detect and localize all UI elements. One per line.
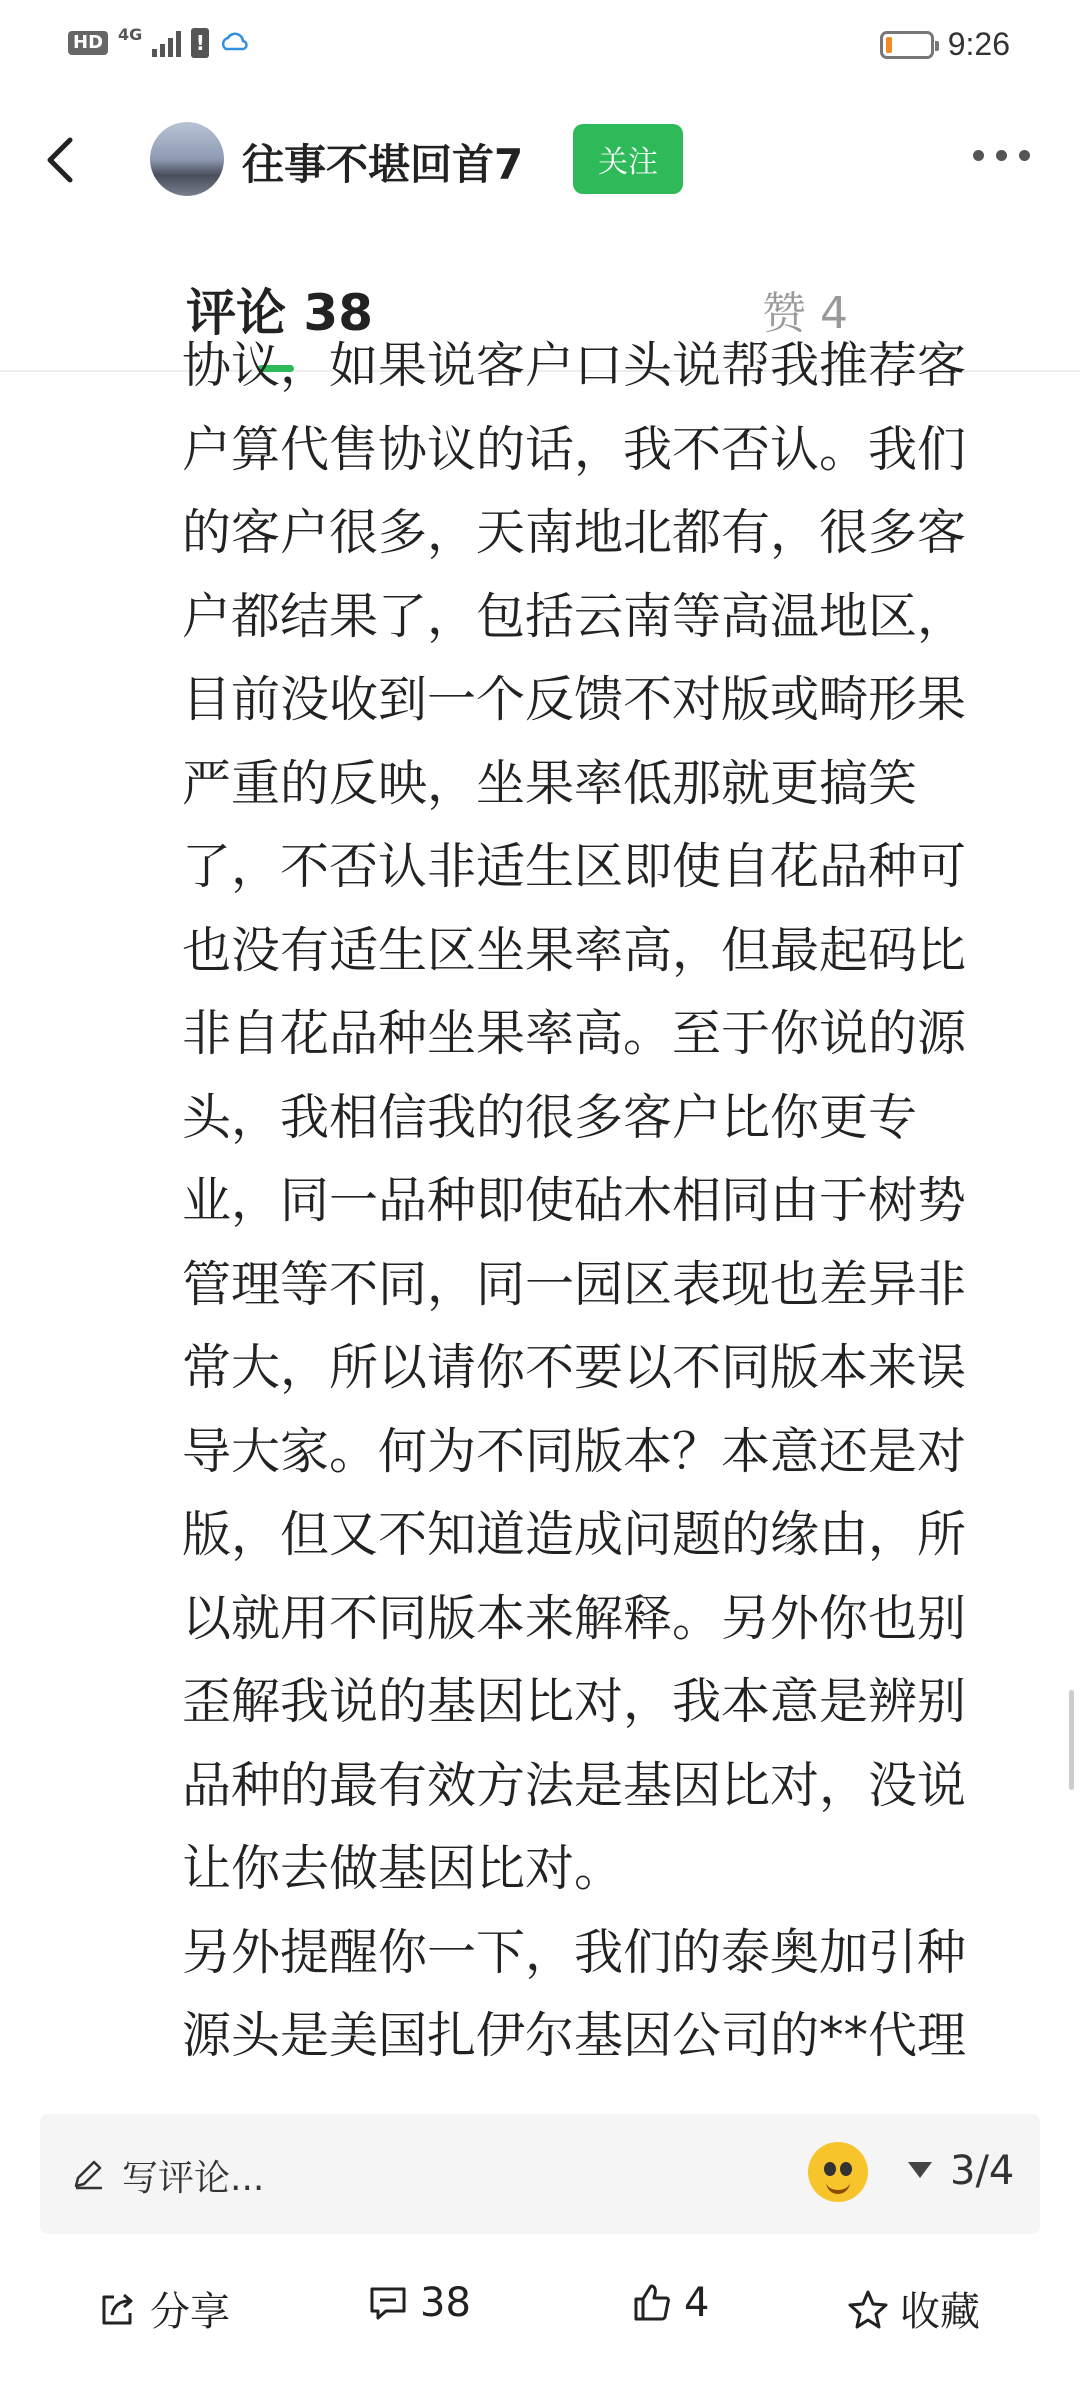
comment-input[interactable]: 写评论...	[122, 2158, 265, 2199]
avatar[interactable]	[150, 122, 224, 196]
clock: 9:26	[947, 26, 1010, 62]
comment-line: 户算代售协议的话，我不否认。我们	[182, 420, 967, 478]
comment-line: 以就用不同版本来解释。另外你也别	[182, 1589, 967, 1647]
comment-line: 非自花品种坐果率高。至于你说的源	[182, 1005, 967, 1062]
comment-line: 常大，所以请你不要以不同版本来误	[182, 1339, 967, 1396]
comment-line: 也没有适生区坐果率高，但最起码比	[182, 921, 967, 979]
like-button[interactable]	[630, 2280, 709, 2326]
comment-line: 户都结果了，包括云南等高温地区，	[182, 587, 967, 645]
comment-line: 让你去做基因比对。	[182, 1840, 624, 1897]
comment-input-bar[interactable]	[40, 2114, 1040, 2234]
comments-count: 38	[420, 2280, 471, 2326]
comment-line: 管理等不同，同一园区表现也差异非	[182, 1255, 967, 1313]
tab-likes[interactable]: 赞 4	[762, 288, 848, 339]
signal-icon	[152, 29, 181, 57]
comment-text	[182, 324, 1032, 2078]
comment-line: 严重的反映，坐果率低那就更搞笑	[182, 754, 918, 812]
more-options-icon[interactable]	[973, 150, 1030, 161]
network-type: 4G	[118, 25, 143, 44]
hd-indicator: HD	[68, 31, 108, 55]
thumbs-up-icon	[630, 2281, 674, 2325]
tab-comments[interactable]: 评论 38	[186, 284, 373, 342]
action-bar	[0, 2250, 1080, 2370]
username[interactable]: 往事不堪回首7	[242, 140, 524, 189]
scrollbar[interactable]	[1069, 1690, 1074, 1790]
likes-count: 4	[684, 2280, 710, 2326]
comments-button[interactable]	[366, 2280, 471, 2326]
star-icon	[846, 2287, 890, 2331]
back-arrow-icon[interactable]	[40, 130, 80, 190]
comment-line: 协议，如果说客户口头说帮我推荐客	[182, 337, 967, 394]
comment-line: 头，我相信我的很多客户比你更专	[182, 1088, 918, 1146]
emoji-icon[interactable]	[808, 2142, 868, 2202]
caret-down-icon[interactable]	[908, 2162, 932, 2178]
share-button[interactable]	[96, 2280, 230, 2337]
status-bar	[0, 0, 1080, 92]
comment-line: 另外提醒你一下，我们的泰奥加引种	[182, 1923, 967, 1981]
battery-icon	[880, 31, 934, 59]
pencil-icon	[70, 2156, 106, 2192]
share-label: 分享	[150, 2289, 230, 2335]
comment-line: 导大家。何为不同版本？本意还是对	[182, 1422, 967, 1480]
comment-line: 目前没收到一个反馈不对版或畸形果	[182, 671, 967, 728]
cloud-sync-icon	[219, 31, 249, 55]
header	[0, 110, 1080, 210]
favorite-label: 收藏	[900, 2289, 980, 2335]
comment-line: 源头是美国扎伊尔基因公司的**代理	[182, 2007, 967, 2064]
comment-line: 品种的最有效方法是基因比对，没说	[182, 1756, 967, 1814]
comment-line: 业，同一品种即使砧木相同由于树势	[182, 1172, 967, 1229]
sim-alert-icon: !	[191, 28, 209, 58]
page-indicator[interactable]: 3/4	[950, 2148, 1015, 2194]
comment-line: 歪解我说的基因比对，我本意是辨别	[182, 1673, 967, 1730]
share-icon	[96, 2287, 140, 2331]
comment-icon	[366, 2281, 410, 2325]
status-right	[880, 26, 1010, 63]
comment-body[interactable]	[182, 337, 1032, 2082]
favorite-button[interactable]	[846, 2280, 980, 2337]
comment-line: 了，不否认非适生区即使自花品种可	[182, 838, 967, 895]
follow-button[interactable]: 关注	[573, 124, 683, 194]
comment-line: 版，但又不知道造成问题的缘由，所	[182, 1506, 967, 1563]
comment-line: 的客户很多，天南地北都有，很多客	[182, 504, 967, 561]
status-left	[68, 25, 249, 58]
